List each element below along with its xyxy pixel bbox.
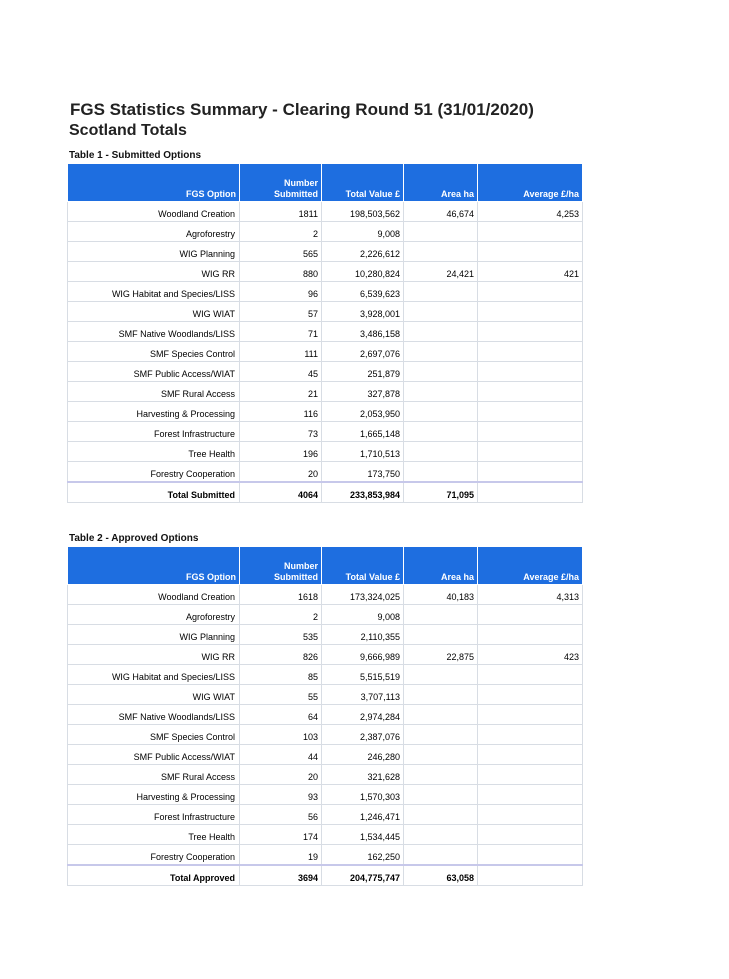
cell-number: 55 <box>240 685 322 705</box>
table-header-row <box>68 547 583 585</box>
cell-number: 1618 <box>240 585 322 605</box>
cell-number: 20 <box>240 765 322 785</box>
cell-average <box>478 605 583 625</box>
cell-value: 162,250 <box>322 845 404 866</box>
cell-average <box>478 282 583 302</box>
cell-average <box>478 845 583 866</box>
cell-area: 22,875 <box>404 645 478 665</box>
table-row <box>68 242 583 262</box>
cell-average <box>478 402 583 422</box>
cell-area: 24,421 <box>404 262 478 282</box>
cell-average <box>478 625 583 645</box>
cell-value: 3,707,113 <box>322 685 404 705</box>
cell-average <box>478 705 583 725</box>
cell-number: 2 <box>240 605 322 625</box>
cell-number: 93 <box>240 785 322 805</box>
cell-average <box>478 865 583 886</box>
submitted-options-table <box>67 163 583 503</box>
column-header-value: Total Value £ <box>322 164 404 202</box>
cell-value: 6,539,623 <box>322 282 404 302</box>
cell-number: 45 <box>240 362 322 382</box>
cell-value: 9,008 <box>322 605 404 625</box>
cell-average <box>478 342 583 362</box>
table-row <box>68 262 583 282</box>
cell-number: 111 <box>240 342 322 362</box>
cell-value: 198,503,562 <box>322 202 404 222</box>
cell-option: Forestry Cooperation <box>68 462 240 483</box>
cell-area <box>404 685 478 705</box>
table-row <box>68 845 583 866</box>
cell-value: 1,246,471 <box>322 805 404 825</box>
column-header-average: Average £/ha <box>478 164 583 202</box>
cell-number: 3694 <box>240 865 322 886</box>
cell-option: Agroforestry <box>68 222 240 242</box>
table-row <box>68 625 583 645</box>
total-row <box>68 865 583 886</box>
cell-average <box>478 462 583 483</box>
cell-value: 246,280 <box>322 745 404 765</box>
cell-number: 565 <box>240 242 322 262</box>
cell-option: SMF Rural Access <box>68 382 240 402</box>
cell-value: 1,710,513 <box>322 442 404 462</box>
cell-option: Harvesting & Processing <box>68 402 240 422</box>
cell-option: Total Approved <box>68 865 240 886</box>
cell-area <box>404 785 478 805</box>
cell-value: 9,008 <box>322 222 404 242</box>
page-title: FGS Statistics Summary - Clearing Round 51 (31/01/2020) <box>70 100 534 119</box>
cell-option: WIG WIAT <box>68 685 240 705</box>
cell-number: 73 <box>240 422 322 442</box>
cell-average: 423 <box>478 645 583 665</box>
cell-area <box>404 665 478 685</box>
column-header-area: Area ha <box>404 547 478 585</box>
cell-option: Harvesting & Processing <box>68 785 240 805</box>
cell-area <box>404 705 478 725</box>
cell-option: SMF Species Control <box>68 342 240 362</box>
cell-value: 3,486,158 <box>322 322 404 342</box>
cell-option: Total Submitted <box>68 482 240 503</box>
table-row <box>68 322 583 342</box>
cell-area <box>404 462 478 483</box>
cell-option: WIG Habitat and Species/LISS <box>68 282 240 302</box>
cell-area <box>404 242 478 262</box>
cell-area <box>404 805 478 825</box>
cell-area <box>404 222 478 242</box>
cell-value: 2,053,950 <box>322 402 404 422</box>
cell-option: Woodland Creation <box>68 585 240 605</box>
cell-average <box>478 362 583 382</box>
cell-average <box>478 725 583 745</box>
cell-number: 20 <box>240 462 322 483</box>
cell-option: Agroforestry <box>68 605 240 625</box>
table-row <box>68 685 583 705</box>
page-subtitle: Scotland Totals <box>69 122 187 139</box>
cell-average <box>478 242 583 262</box>
cell-option: WIG RR <box>68 645 240 665</box>
cell-number: 116 <box>240 402 322 422</box>
cell-average <box>478 765 583 785</box>
cell-value: 2,387,076 <box>322 725 404 745</box>
cell-number: 535 <box>240 625 322 645</box>
column-header-value: Total Value £ <box>322 547 404 585</box>
cell-option: SMF Rural Access <box>68 765 240 785</box>
cell-area <box>404 422 478 442</box>
cell-average: 4,253 <box>478 202 583 222</box>
table-row <box>68 222 583 242</box>
cell-option: WIG Planning <box>68 625 240 645</box>
column-header-number: Number Submitted <box>240 164 322 202</box>
cell-area <box>404 725 478 745</box>
column-header-number: Number Submitted <box>240 547 322 585</box>
column-header-option: FGS Option <box>68 547 240 585</box>
table-row <box>68 422 583 442</box>
table-row <box>68 705 583 725</box>
cell-number: 44 <box>240 745 322 765</box>
cell-option: Forest Infrastructure <box>68 805 240 825</box>
cell-number: 85 <box>240 665 322 685</box>
cell-number: 4064 <box>240 482 322 503</box>
cell-average <box>478 685 583 705</box>
table2-caption: Table 2 - Approved Options <box>69 533 199 544</box>
cell-average <box>478 442 583 462</box>
column-header-average: Average £/ha <box>478 547 583 585</box>
cell-number: 64 <box>240 705 322 725</box>
cell-average <box>478 382 583 402</box>
table-row <box>68 585 583 605</box>
column-header-area: Area ha <box>404 164 478 202</box>
cell-area <box>404 302 478 322</box>
cell-area <box>404 362 478 382</box>
cell-number: 56 <box>240 805 322 825</box>
cell-area <box>404 765 478 785</box>
table-row <box>68 342 583 362</box>
cell-option: WIG Habitat and Species/LISS <box>68 665 240 685</box>
cell-area <box>404 845 478 866</box>
cell-average <box>478 785 583 805</box>
cell-value: 321,628 <box>322 765 404 785</box>
cell-option: Forest Infrastructure <box>68 422 240 442</box>
cell-average <box>478 665 583 685</box>
cell-value: 10,280,824 <box>322 262 404 282</box>
cell-value: 2,226,612 <box>322 242 404 262</box>
column-header-option: FGS Option <box>68 164 240 202</box>
table-row <box>68 442 583 462</box>
cell-value: 173,324,025 <box>322 585 404 605</box>
cell-average <box>478 322 583 342</box>
cell-value: 3,928,001 <box>322 302 404 322</box>
cell-number: 880 <box>240 262 322 282</box>
cell-value: 173,750 <box>322 462 404 483</box>
table-row <box>68 605 583 625</box>
table-row <box>68 462 583 483</box>
table-row <box>68 745 583 765</box>
table-row <box>68 302 583 322</box>
table-row <box>68 202 583 222</box>
cell-average <box>478 745 583 765</box>
cell-value: 2,110,355 <box>322 625 404 645</box>
cell-option: SMF Species Control <box>68 725 240 745</box>
table-header-row <box>68 164 583 202</box>
table-row <box>68 402 583 422</box>
cell-option: WIG WIAT <box>68 302 240 322</box>
cell-number: 71 <box>240 322 322 342</box>
cell-average: 4,313 <box>478 585 583 605</box>
total-row <box>68 482 583 503</box>
cell-area: 40,183 <box>404 585 478 605</box>
cell-number: 826 <box>240 645 322 665</box>
cell-option: SMF Public Access/WIAT <box>68 362 240 382</box>
cell-area <box>404 625 478 645</box>
cell-option: Tree Health <box>68 825 240 845</box>
table-row <box>68 665 583 685</box>
cell-option: SMF Native Woodlands/LISS <box>68 705 240 725</box>
cell-number: 96 <box>240 282 322 302</box>
cell-average: 421 <box>478 262 583 282</box>
table-row <box>68 282 583 302</box>
cell-value: 251,879 <box>322 362 404 382</box>
table1-caption: Table 1 - Submitted Options <box>69 150 202 161</box>
approved-options-table <box>67 546 583 886</box>
cell-option: SMF Public Access/WIAT <box>68 745 240 765</box>
cell-value: 5,515,519 <box>322 665 404 685</box>
cell-average <box>478 422 583 442</box>
cell-option: WIG RR <box>68 262 240 282</box>
cell-area <box>404 402 478 422</box>
table-row <box>68 382 583 402</box>
cell-average <box>478 482 583 503</box>
cell-value: 204,775,747 <box>322 865 404 886</box>
cell-value: 1,570,303 <box>322 785 404 805</box>
cell-number: 57 <box>240 302 322 322</box>
cell-area <box>404 322 478 342</box>
cell-value: 1,665,148 <box>322 422 404 442</box>
cell-area <box>404 282 478 302</box>
cell-value: 233,853,984 <box>322 482 404 503</box>
cell-number: 103 <box>240 725 322 745</box>
cell-area <box>404 745 478 765</box>
cell-option: Woodland Creation <box>68 202 240 222</box>
table-row <box>68 805 583 825</box>
cell-number: 1811 <box>240 202 322 222</box>
cell-number: 196 <box>240 442 322 462</box>
cell-area: 63,058 <box>404 865 478 886</box>
cell-area: 71,095 <box>404 482 478 503</box>
table-row <box>68 785 583 805</box>
cell-value: 9,666,989 <box>322 645 404 665</box>
cell-value: 1,534,445 <box>322 825 404 845</box>
table-row <box>68 725 583 745</box>
cell-area <box>404 825 478 845</box>
cell-number: 19 <box>240 845 322 866</box>
cell-average <box>478 302 583 322</box>
table-row <box>68 362 583 382</box>
cell-option: WIG Planning <box>68 242 240 262</box>
cell-area <box>404 442 478 462</box>
table-row <box>68 765 583 785</box>
cell-area: 46,674 <box>404 202 478 222</box>
cell-area <box>404 605 478 625</box>
table-row <box>68 825 583 845</box>
cell-area <box>404 382 478 402</box>
cell-area <box>404 342 478 362</box>
cell-average <box>478 825 583 845</box>
cell-average <box>478 805 583 825</box>
table-row <box>68 645 583 665</box>
cell-value: 2,697,076 <box>322 342 404 362</box>
cell-option: Tree Health <box>68 442 240 462</box>
cell-average <box>478 222 583 242</box>
cell-option: Forestry Cooperation <box>68 845 240 866</box>
cell-number: 174 <box>240 825 322 845</box>
cell-value: 2,974,284 <box>322 705 404 725</box>
cell-number: 2 <box>240 222 322 242</box>
cell-option: SMF Native Woodlands/LISS <box>68 322 240 342</box>
cell-number: 21 <box>240 382 322 402</box>
cell-value: 327,878 <box>322 382 404 402</box>
